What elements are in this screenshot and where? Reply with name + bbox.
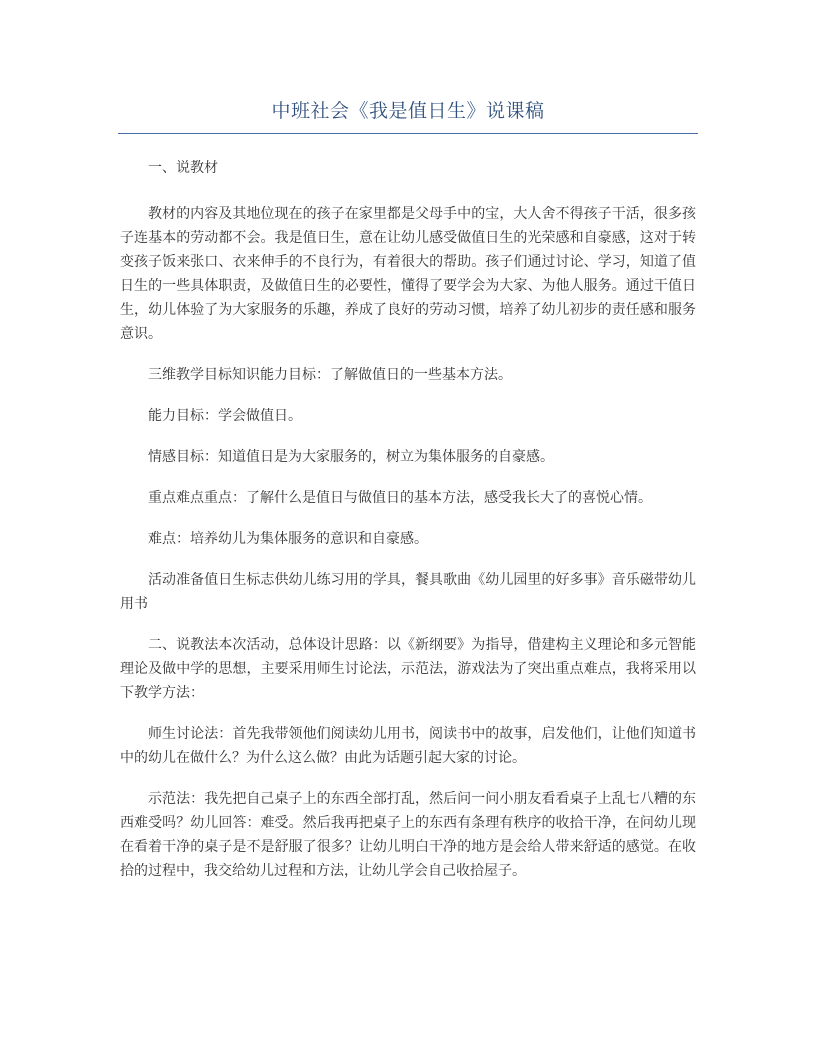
- document-body: [120, 156, 696, 900]
- paragraph-discussion-method: 师生讨论法：首先我带领他们阅读幼儿用书，阅读书中的故事，启发他们，让他们知道书中的幼儿在做什么？为什么这么做？由此为话题引起大家的讨论。: [120, 726, 696, 766]
- section-heading-teaching-material: 一、说教材: [148, 160, 218, 176]
- title-divider: [118, 133, 698, 134]
- paragraph-difficulty: 难点：培养幼儿为集体服务的意识和自豪感。: [148, 531, 428, 547]
- paragraph-ability-goal: 能力目标：学会做值日。: [148, 408, 302, 424]
- paragraph-demonstration-method: 示范法：我先把自己桌子上的东西全部打乱，然后问一问小朋友看看桌子上乱七八糟的东西难受吗？幼儿回答：难受。然后我再把桌子上的东西有条理有秩序的收拾干净，在问幼儿现在看着干净的桌子是不是舒服了很多？让幼儿明白干净的地方是会给人带来舒适的感觉。在收拾的过程中，我交给幼儿过程和方法，让幼儿学会自己收拾屋子。: [120, 791, 696, 879]
- paragraph-material-overview: 教材的内容及其地位现在的孩子在家里都是父母手中的宝，大人舍不得孩子干活，很多孩子连基本的劳动都不会。我是值日生，意在让幼儿感受做值日生的光荣感和自豪感，这对于转变孩子饭来张口、衣来伸手的不良行为，有着很大的帮助。孩子们通过讨论、学习，知道了值日生的一些具体职责，及做值日生的必要性，懂得了要学会为大家、为他人服务。通过干值日生，幼儿体验了为大家服务的乐趣，养成了良好的劳动习惯，培养了幼儿初步的责任感和服务意识。: [120, 206, 696, 342]
- paragraph-key-point: 重点难点重点：了解什么是值日与做值日的基本方法，感受我长大了的喜悦心情。: [148, 490, 652, 506]
- paragraph-emotion-goal: 情感目标：知道值日是为大家服务的，树立为集体服务的自豪感。: [148, 449, 554, 465]
- section-heading-teaching-method: 二、说教法本次活动，总体设计思路：以《新纲要》为指导，借建构主义理论和多元智能理论及做中学的思想，主要采用师生讨论法，示范法，游戏法为了突出重点难点，我将采用以下教学方法：: [120, 637, 696, 701]
- document-title: 中班社会《我是值日生》说课稿: [271, 100, 545, 122]
- paragraph-preparation: 活动准备值日生标志供幼儿练习用的学具，餐具歌曲《幼儿园里的好多事》音乐磁带幼儿用书: [120, 572, 696, 612]
- paragraph-knowledge-goal: 三维教学目标知识能力目标：了解做值日的一些基本方法。: [148, 367, 512, 383]
